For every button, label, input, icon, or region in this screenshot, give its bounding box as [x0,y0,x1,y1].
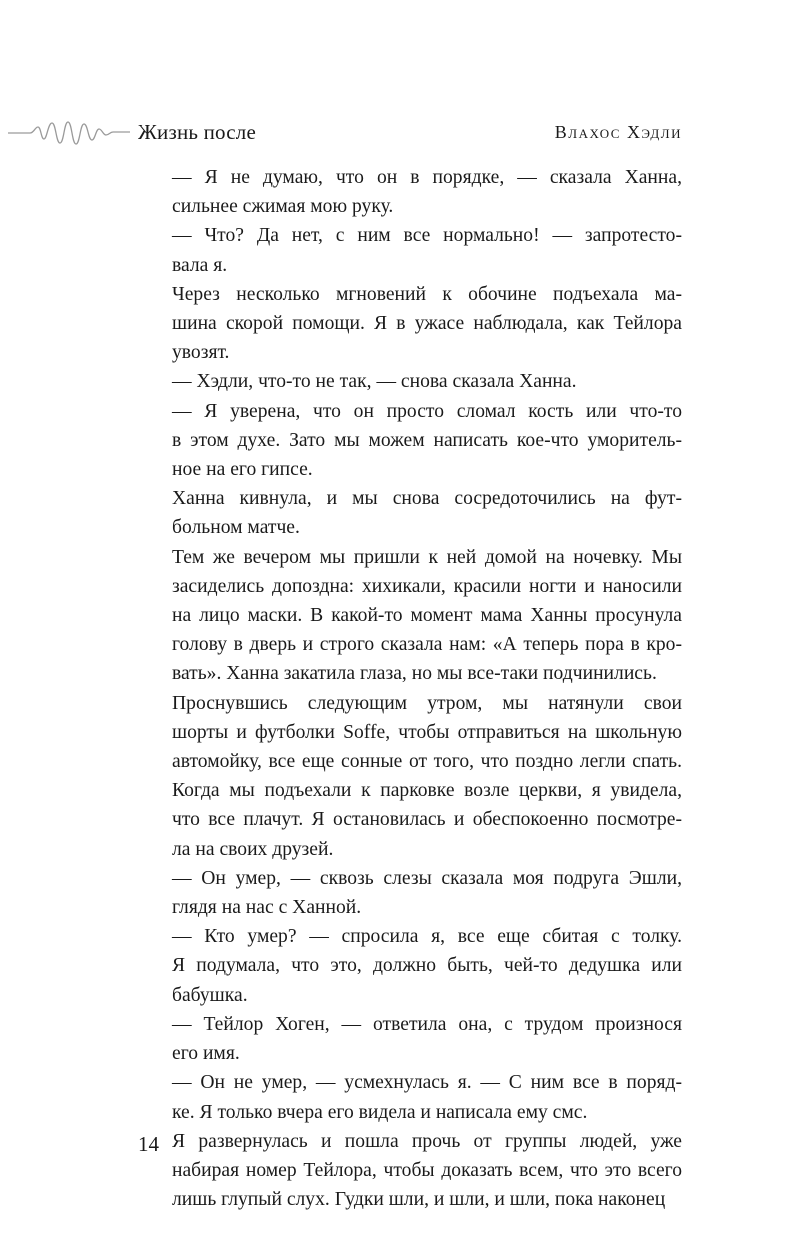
wave-line-icon [8,118,130,148]
text-line: — Что? Да нет, с ним все нормально! — запротесто- [172,225,682,247]
paragraph [138,484,682,542]
text-line: вала я. [172,254,228,276]
running-header [0,118,810,148]
text-line: в этом духе. Зато мы можем написать кое-что уморитель- [172,429,682,451]
text-line: автомойку, все еще сонные от того, что поздно легли спать. [172,751,682,773]
paragraph [138,221,682,279]
text-line: ла на своих друзей. [172,838,334,860]
author-name: Влахос Хэдли [554,122,682,142]
text-line: ное на его гипсе. [172,459,313,481]
paragraph [138,1068,682,1126]
text-line: засиделись допоздна: хихикали, красили ногти и наносили [172,575,682,597]
text-line: на лицо маски. В какой-то момент мама Ханны просунула [172,605,682,627]
text-line: его имя. [172,1043,240,1065]
text-line: больном матче. [172,517,300,539]
paragraph [138,922,682,1010]
text-line: — Он умер, — сквозь слезы сказала моя подруга Эшли, [172,867,682,889]
text-line: Я подумала, что это, должно быть, чей-то дедушка или [172,955,682,977]
text-line: Когда мы подъехали к парковке возле церкви, я увидела, [172,780,682,802]
text-line: бабушка. [172,984,248,1006]
text-line: что все плачут. Я остановилась и обеспокоенно посмотре- [172,809,682,831]
text-line: лишь глупый слух. Гудки шли, и шли, и шли, пока наконец [172,1189,666,1211]
body-text [138,163,682,1214]
text-line: — Тейлор Хоген, — ответила она, с трудом произнося [172,1013,682,1035]
paragraph [138,543,682,689]
page-number: 14 [138,1132,159,1156]
text-line: увозят. [172,342,230,364]
text-line: шорты и футболки Soffe, чтобы отправиться на школьную [172,721,682,743]
paragraph [138,689,682,864]
text-line: — Я уверена, что он просто сломал кость или что-то [172,400,682,422]
text-line: Ханна кивнула, и мы снова сосредоточились на фут- [172,488,682,510]
paragraph [138,864,682,922]
text-line: Я развернулась и пошла прочь от группы людей, уже [172,1130,682,1152]
text-line: голову в дверь и строго сказала нам: «А теперь пора в кро- [172,634,682,656]
paragraph [138,397,682,485]
text-line: Через несколько мгновений к обочине подъехала ма- [172,283,682,305]
text-line: — Кто умер? — спросила я, все еще сбитая с толку. [172,926,682,948]
book-title: Жизнь после [138,120,256,144]
text-line: — Он не умер, — усмехнулась я. — С ним все в поряд- [172,1072,682,1094]
text-line: вать». Ханна закатила глаза, но мы все-таки подчинились. [172,663,657,685]
text-line: сильнее сжимая мою руку. [172,196,394,218]
text-line: — Я не думаю, что он в порядке, — сказала Ханна, [172,167,682,188]
text-line: Проснувшись следующим утром, мы натянули свои [172,692,682,714]
paragraph [138,280,682,368]
text-line: — Хэдли, что-то не так, — снова сказала Ханна. [172,371,577,393]
text-line: глядя на нас с Ханной. [172,897,362,919]
paragraph [138,1127,682,1215]
text-line: набирая номер Тейлора, чтобы доказать всем, что это всего [172,1159,682,1181]
text-line: Тем же вечером мы пришли к ней домой на ночевку. Мы [172,546,682,568]
paragraph [138,367,682,396]
paragraph [138,163,682,221]
text-line: шина скорой помощи. Я в ужасе наблюдала, как Тейлора [172,313,682,335]
text-line: ке. Я только вчера его видела и написала ему смс. [172,1101,588,1123]
paragraph [138,1010,682,1068]
